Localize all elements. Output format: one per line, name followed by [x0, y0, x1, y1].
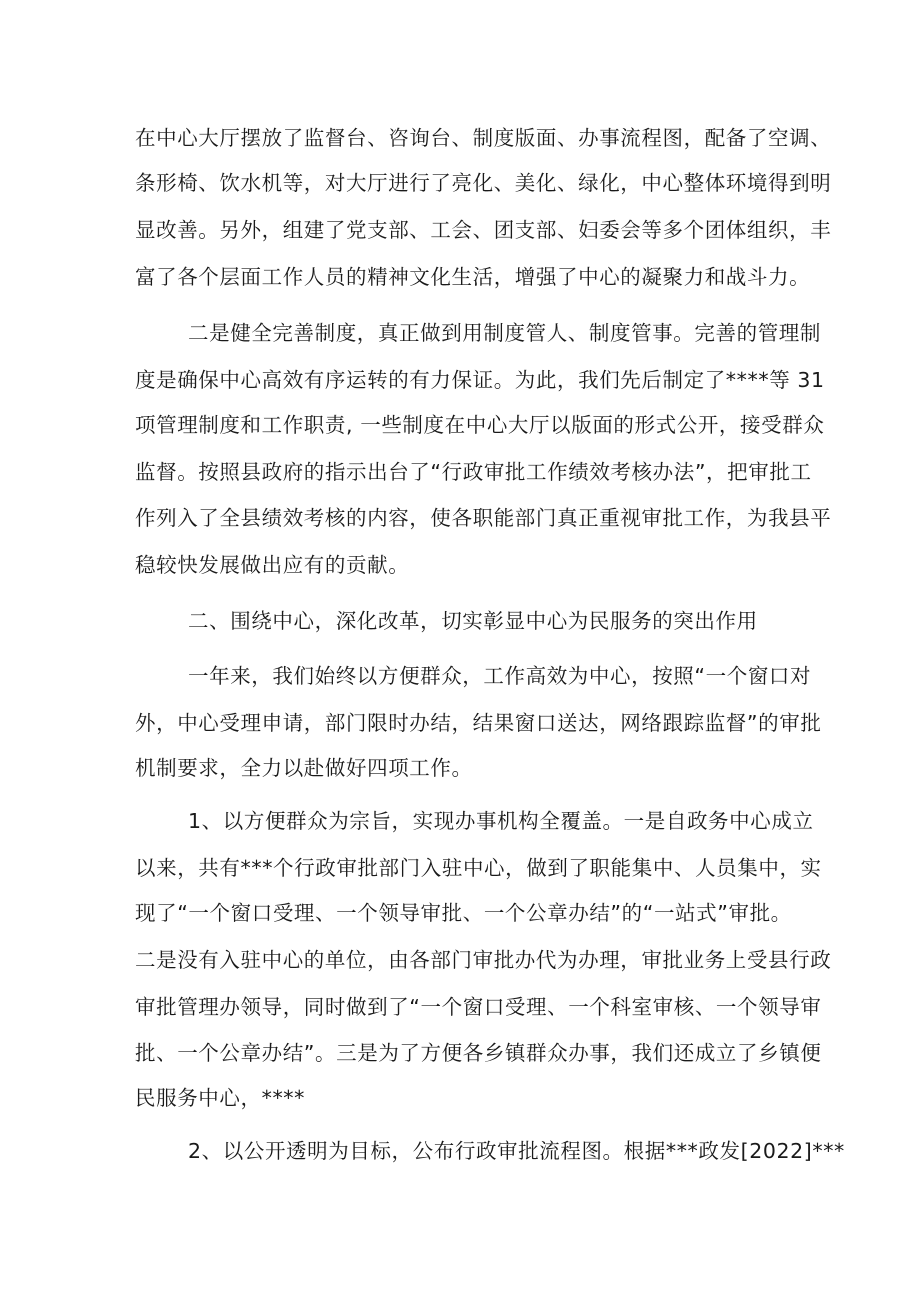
text-line: 稳较快发展做出应有的贡献。 — [135, 553, 410, 577]
text-line: 1、以方便群众为宗旨，实现办事机构全覆盖。一是自政务中心成立 — [188, 809, 814, 833]
text-line: 条形椅、饮水机等，对大厅进行了亮化、美化、绿化，中心整体环境得到明 — [135, 171, 832, 195]
text-line: 作列入了全县绩效考核的内容，使各职能部门真正重视审批工作，为我县平 — [135, 506, 832, 530]
text-line: 以来，共有***个行政审批部门入驻中心，做到了职能集中、人员集中，实 — [135, 856, 822, 880]
text-line: 二是健全完善制度，真正做到用制度管人、制度管事。完善的管理制 — [188, 321, 821, 345]
text-line: 外，中心受理申请，部门限时办结，结果窗口送达，网络跟踪监督”的审批 — [135, 711, 822, 735]
text-line: 审批管理办领导，同时做到了“一个窗口受理、一个科室审核、一个领导审 — [135, 995, 822, 1019]
section-heading: 二、围绕中心，深化改革，切实彰显中心为民服务的突出作用 — [188, 609, 758, 633]
text-line: 批、一个公章办结”。三是为了方便各乡镇群众办事，我们还成立了乡镇便 — [135, 1041, 822, 1065]
text-line: 一年来，我们始终以方便群众，工作高效为中心，按照“一个窗口对 — [188, 664, 812, 688]
text-line: 现了“一个窗口受理、一个领导审批、一个公章办结”的“一站式”审批。 — [135, 901, 792, 925]
text-line: 机制要求，全力以赴做好四项工作。 — [135, 756, 473, 780]
text-line: 监督。按照县政府的指示出台了“行政审批工作绩效考核办法”，把审批工 — [135, 460, 812, 484]
text-line: 显改善。另外，组建了党支部、工会、团支部、妇委会等多个团体组织，丰 — [135, 218, 832, 242]
text-line: 二是没有入驻中心的单位，由各部门审批办代为办理，审批业务上受县行政 — [135, 948, 832, 972]
text-line: 在中心大厅摆放了监督台、咨询台、制度版面、办事流程图，配备了空调、 — [135, 126, 832, 150]
text-line: 2、以公开透明为目标，公布行政审批流程图。根据***政发[2022]*** — [188, 1139, 845, 1163]
text-line: 富了各个层面工作人员的精神文化生活，增强了中心的凝聚力和战斗力。 — [135, 265, 811, 289]
text-line: 民服务中心，**** — [135, 1086, 305, 1110]
text-line: 项管理制度和工作职责, 一些制度在中心大厅以版面的形式公开，接受群众 — [135, 413, 825, 437]
text-line: 度是确保中心高效有序运转的有力保证。为此，我们先后制定了****等 31 — [135, 368, 825, 392]
